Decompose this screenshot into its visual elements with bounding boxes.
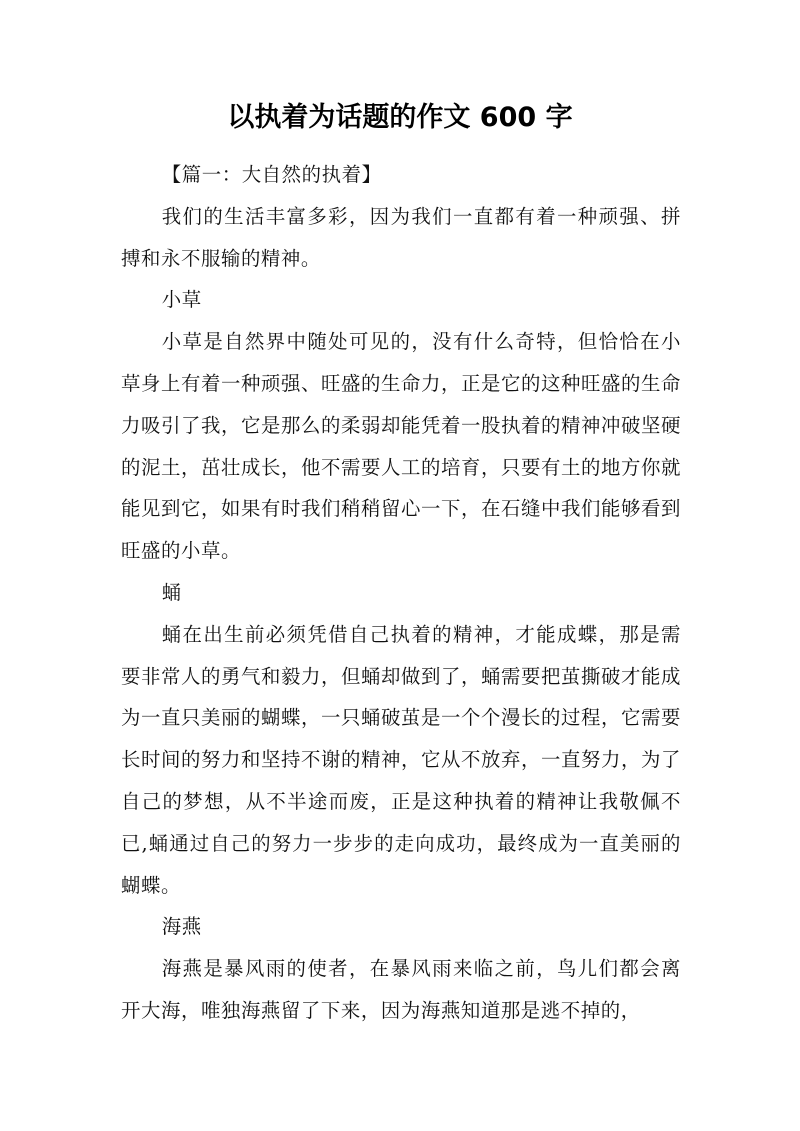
section-heading: 【篇一：大自然的执着】 bbox=[161, 163, 382, 186]
document-title: 以执着为话题的作文 600 字 bbox=[227, 102, 573, 133]
subheading-pupa: 蛹 bbox=[161, 580, 182, 604]
paragraph-pupa: 蛹在出生前必须凭借自己执着的精神，才能成蝶，那是需要非常人的勇气和毅力，但蛹却做到了，蛹需要把茧撕破才能成为一直只美丽的蝴蝶，一只蛹破茧是一个个漫长的过程，它需要长时间的努力和坚持不谢的精神，它从不放弃，一直努力，为了自己的梦想，从不半途而废，正是这种执着的精神让我敬佩不已,蛹通过自己的努力一步步的走向成功，最终成为一直美丽的蝴蝶。 bbox=[121, 622, 681, 897]
intro-paragraph: 我们的生活丰富多彩，因为我们一直都有着一种顽强、拼搏和永不服输的精神。 bbox=[121, 204, 681, 270]
paragraph-petrel: 海燕是暴风雨的使者，在暴风雨来临之前，鸟儿们都会离开大海，唯独海燕留了下来，因为海燕知道那是逃不掉的， bbox=[121, 957, 681, 1022]
subheading-petrel: 海燕 bbox=[161, 915, 202, 939]
document-body bbox=[121, 154, 681, 1032]
subheading-grass: 小草 bbox=[161, 288, 202, 312]
paragraph-grass: 小草是自然界中随处可见的，没有什么奇特，但恰恰在小草身上有着一种顽强、旺盛的生命力，正是它的这种旺盛的生命力吸引了我，它是那么的柔弱却能凭着一股执着的精神冲破坚硬的泥土，茁壮成长，他不需要人工的培育，只要有土的地方你就能见到它，如果有时我们稍稍留心一下，在石缝中我们能够看到旺盛的小草。 bbox=[121, 330, 681, 563]
